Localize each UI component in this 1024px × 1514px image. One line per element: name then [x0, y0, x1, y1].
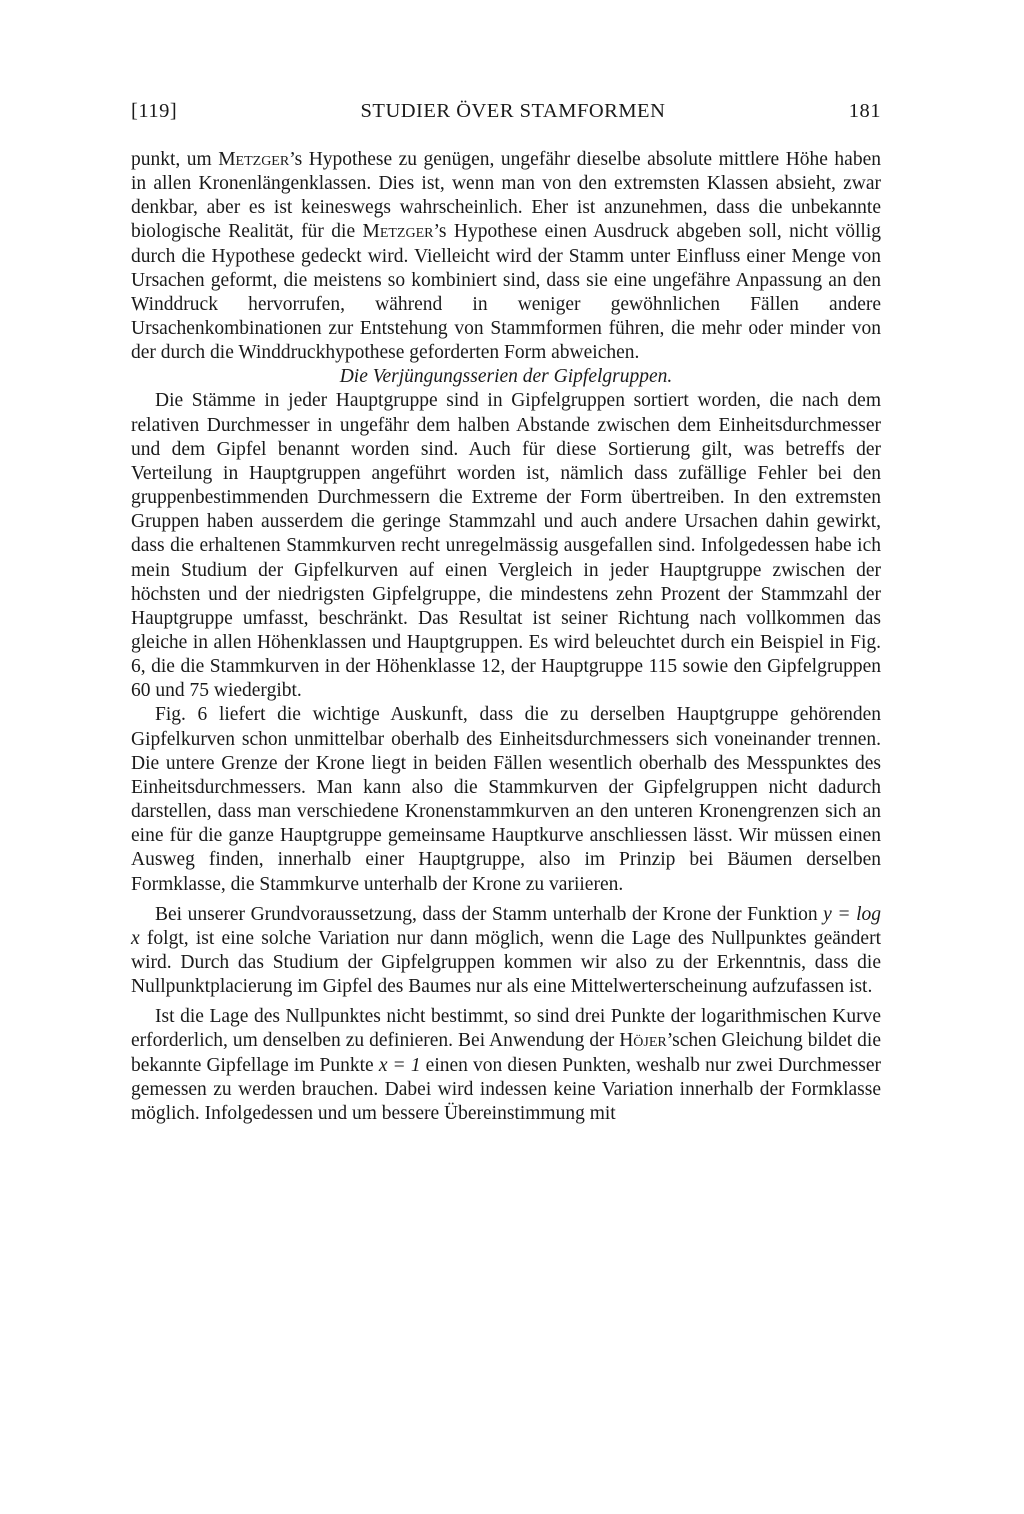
paragraph-4-part-b: folgt, ist eine solche Variation nur dann möglich, wenn die Lage des Nullpunktes geändert wird. Durch das Studium der Gipfelgruppen kommen wir also zu der Erkenntnis, dass die Nullpunktplacierung im Gipfel des Baumes nur als eine Mittelwerterscheinung aufzufassen ist. [131, 927, 881, 998]
paragraph-4-part-a: Bei unserer Grundvoraussetzung, dass der Stamm unterhalb der Krone der Funktion [155, 903, 824, 925]
paragraph-5-part-a: Ist die Lage des Nullpunktes nicht bestimmt, so sind drei Punkte der logarithmischen Kurve erforderlich, um denselben zu definieren. Bei Anwendung der [131, 1006, 881, 1052]
paragraph-3: Fig. 6 liefert die wichtige Auskunft, dass die zu derselben Hauptgruppe gehörenden Gipfelkurven schon unmittelbar oberhalb des Einheitsdurchmessers sich voneinander trennen. Die untere Grenze der Krone liegt in beiden Fällen wesentlich oberhalb des Messpunktes des Einheitsdurchmessers. Man kann also die Stammkurven der Gipfelgruppen nicht dadurch darstellen, dass man verschiedene Kronenstammkurven an den unteren Kronengrenzen sich an eine für die ganze Hauptgruppe gemeinsame Hauptkurve anschliessen lässt. Wir müssen einen Ausweg finden, innerhalb einer Hauptgruppe, also im Prinzip bei Bäumen derselben Formklasse, die Stammkurve unterhalb der Krone zu variieren. [131, 704, 881, 895]
author-name-metzger: Metzger [218, 149, 290, 170]
formula-x-equals-one: x = 1 [378, 1054, 421, 1076]
running-title: STUDIER ÖVER STAMFORMEN [360, 100, 666, 122]
paragraph-1 [131, 148, 881, 365]
author-name-metzger: Metzger [362, 221, 434, 243]
document-page [131, 100, 881, 1126]
section-number: [119] [131, 100, 178, 122]
paragraph-1-part-a: punkt, um [131, 149, 219, 170]
formula-log: y = log x [131, 903, 881, 949]
author-name-hojer: Höjer [619, 1030, 667, 1052]
paragraph-5-part-b: ’schen Gleichung bildet die bekannte Gipfellage im Punkte [131, 1030, 881, 1076]
paragraph-5 [131, 1005, 881, 1126]
paragraph-2: Die Stämme in jeder Hauptgruppe sind in Gipfelgruppen sortiert worden, die nach dem relativen Durchmesser in ungefähr dem halben Abstande zwischen dem Einheitsdurchmesser und dem Gipfel benannt worden sind. Auch für diese Sortierung gilt, was betreffs der Verteilung in Hauptgruppen angeführt worden ist, nämlich dass zufällige Fehler bei den gruppenbestimmenden Durchmessern die Extreme der Form übertreiben. In den extremsten Gruppen haben ausserdem die geringe Stammzahl und auch andere Ursachen dahin gewirkt, dass die erhaltenen Stammkurven recht unregelmässig ausgefallen sind. Infolgedessen habe ich mein Studium der Gipfelkurven auf einen Vergleich in jeder Hauptgruppe zwischen der höchsten und der niedrigsten Gipfelgruppe, die mindestens zehn Prozent der Stammzahl der Hauptgruppe umfasst, beschränkt. Das Resultat ist seiner Richtung nach vollkommen das gleiche in allen Höhenklassen und Hauptgruppen. Es wird beleuchtet durch ein Beispiel in Fig. 6, die die Stammkurven in der Höhenklasse 12, der Hauptgruppe 115 sowie den Gipfelgruppen 60 und 75 wiedergibt. [131, 390, 881, 702]
paragraph-1-part-b: ’s Hypothese zu genügen, ungefähr dieselbe absolute mittlere Höhe haben in allen Kronenlängenklassen. Dies ist, wenn man von den extremsten Klassen absieht, zwar denkbar, aber es ist keineswegs wahrscheinlich. Eher ist anzunehmen, dass die unbekannte biologische Realität, für die [131, 149, 881, 243]
paragraph-5-part-c: einen von diesen Punkten, weshalb nur zwei Durchmesser gemessen zu werden brauchen. Dabei wird indessen keine Variation innerhalb der Formklasse möglich. Infolgedessen und um bessere Übereinstimmung mit [131, 1054, 881, 1124]
paragraph-1-part-c: ’s Hypothese einen Ausdruck abgeben soll, nicht völlig durch die Hypothese gedeckt wird. Vielleicht wird der Stamm unter Einfluss einer Menge von Ursachen geformt, die meistens so kombiniert sind, dass sie eine ungefähre Anpassung an den Winddruck hervorrufen, während in weniger gewöhnlichen Fällen andere Ursachenkombinationen zur Entstehung von Stammformen führen, die mehr oder minder von der durch die Winddruckhypothese geforderten Form abweichen. [131, 221, 881, 364]
section-subheading: Die Verjüngungsserien der Gipfelgruppen. [339, 366, 673, 388]
running-header [131, 100, 881, 132]
page-number: 181 [848, 100, 881, 122]
paragraph-4 [131, 903, 881, 1000]
body-text [131, 148, 881, 1126]
